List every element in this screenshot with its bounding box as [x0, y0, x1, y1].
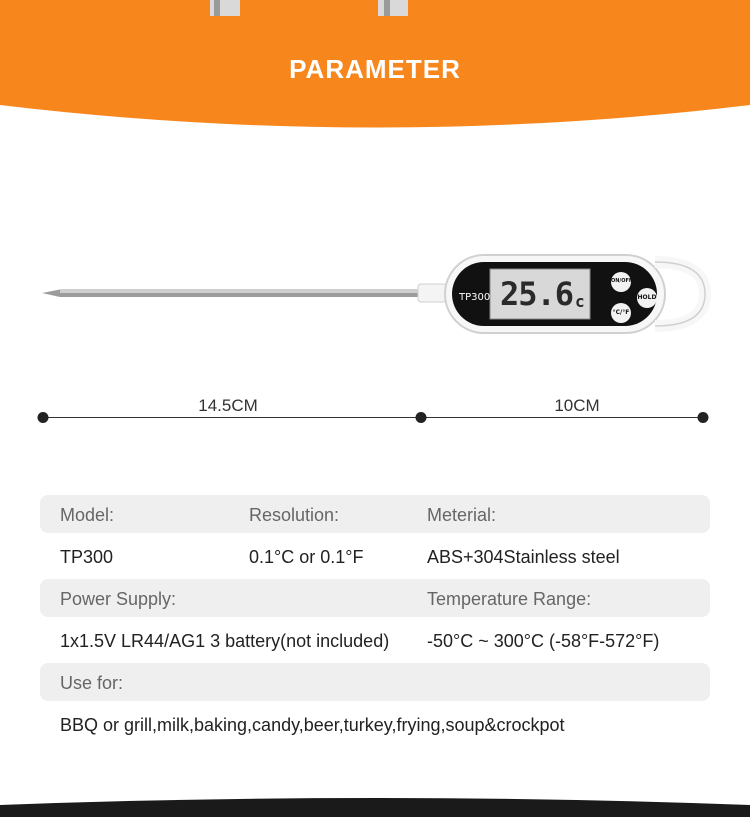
thermometer-image — [0, 240, 750, 350]
header-banner — [0, 0, 750, 135]
power-supply-value: 1x1.5V LR44/AG1 3 battery(not included) — [60, 631, 390, 651]
probe-length-label: 14.5CM — [198, 396, 258, 415]
body-length-label: 10CM — [554, 396, 600, 415]
use-for-label: Use for: — [60, 673, 124, 693]
dimension-dot-start — [38, 412, 49, 423]
lcd-model-label: TP300 — [459, 292, 491, 303]
spec-row-header-3 — [40, 663, 710, 701]
resolution-label: Resolution: — [249, 505, 340, 525]
spec-row-header-1 — [40, 495, 710, 533]
hold-label: HOLD — [637, 294, 657, 301]
material-value: ABS+304Stainless steel — [427, 547, 620, 567]
temperature-range-label: Temperature Range: — [427, 589, 592, 609]
model-label: Model: — [60, 505, 115, 525]
dimension-line — [0, 390, 750, 440]
material-label: Meterial: — [427, 505, 497, 525]
model-value: TP300 — [60, 547, 114, 567]
resolution-value: 0.1°C or 0.1°F — [249, 547, 364, 567]
temperature-range-value: -50°C ~ 300°C (-58°F-572°F) — [427, 631, 660, 651]
on-off-label: ON/OFF — [611, 278, 633, 284]
power-supply-label: Power Supply: — [60, 589, 177, 609]
dimension-rule — [43, 417, 703, 418]
dimension-dot-middle — [416, 412, 427, 423]
dimension-dot-end — [698, 412, 709, 423]
page-title: PARAMETER — [289, 54, 461, 84]
unit-toggle-label: °C/°F — [612, 309, 630, 316]
lcd-unit: c — [575, 292, 585, 311]
lcd-reading: 25.6 — [500, 275, 574, 313]
use-for-value: BBQ or grill,milk,baking,candy,beer,turkey,frying,soup&crockpot — [60, 715, 565, 735]
footer-band — [0, 797, 750, 817]
